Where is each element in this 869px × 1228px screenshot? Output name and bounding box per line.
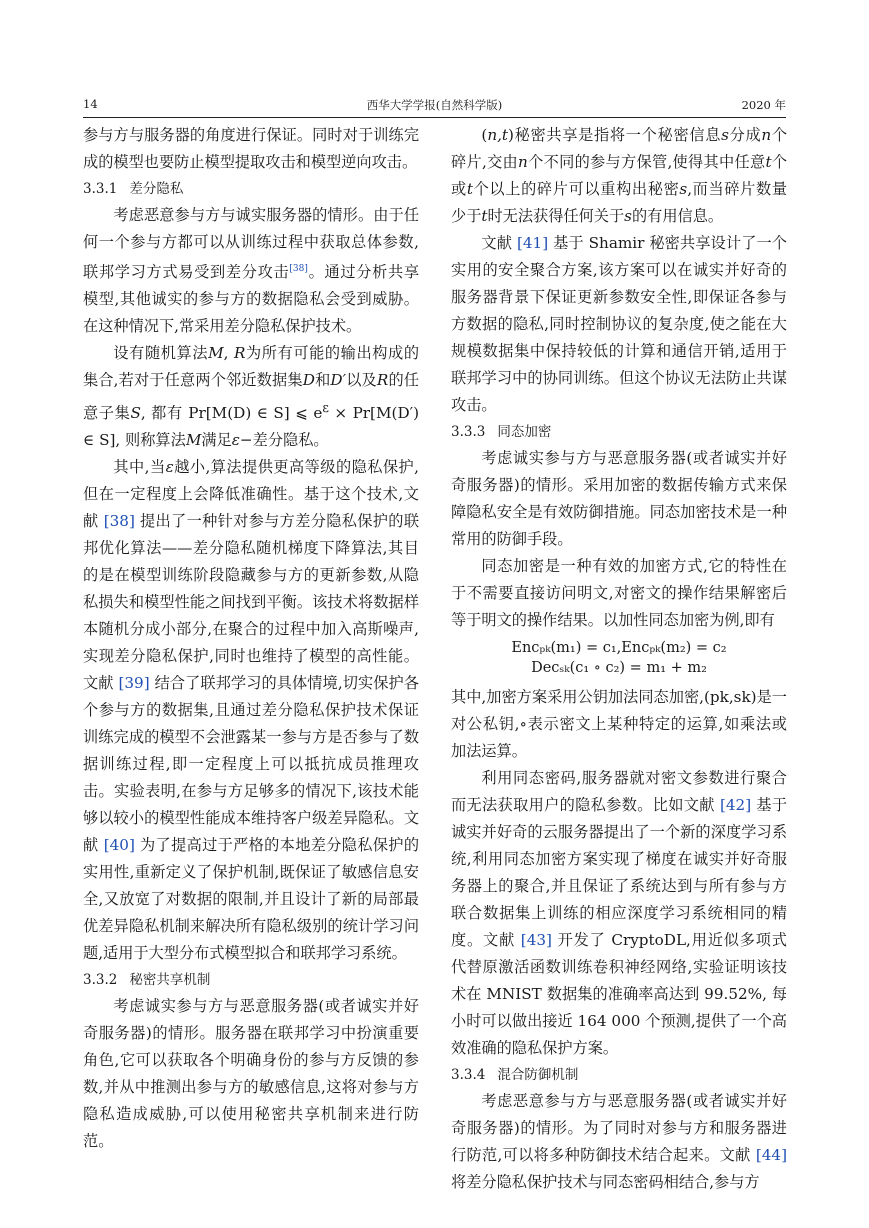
- section-number: 3.3.2: [83, 972, 118, 989]
- citation-link[interactable]: [40]: [103, 836, 135, 855]
- section-title: 混合防御机制: [497, 1067, 579, 1083]
- citation-link[interactable]: [39]: [118, 674, 150, 693]
- math-symbol: n: [761, 126, 772, 144]
- text-run: 将差分隐私保护技术与同态密码相结合,参与方: [451, 1173, 760, 1191]
- equation-block: [451, 638, 787, 678]
- citation-link[interactable]: [41]: [516, 234, 549, 252]
- paragraph: [451, 765, 787, 1062]
- math-symbol: ε: [165, 458, 174, 477]
- math-symbol: M: [185, 431, 202, 450]
- equation-decryption: Decₛₖ(c₁ ∘ c₂) = m₁ + m₂: [531, 660, 707, 676]
- paragraph: [451, 230, 787, 419]
- math-symbol: R: [376, 371, 389, 390]
- text-run: (: [481, 126, 488, 144]
- paragraph: 其中,加密方案采用公钥加法同态加密,(pk,sk)是一对公私钥,∘表示密文上某种特定的运算,如乘法或加法运算。: [451, 688, 787, 760]
- math-symbol: t: [765, 153, 772, 171]
- section-title: 秘密共享机制: [129, 972, 211, 989]
- section-heading-3-3-2: [83, 967, 419, 993]
- text-run: ,而当碎片数量少于: [451, 180, 788, 225]
- text-run: 以及: [346, 371, 377, 390]
- text-run: 为了提高过于严格的本地差分隐私保护的实用性,重新定义了保护机制,既保证了敏感信息安全,又放宽了对数据的限制,并且设计了新的局部最优差异隐私机制来解决所有隐私级别的统计学习问题,适用于大型分布式模型拟合和联邦学习系统。: [83, 836, 420, 963]
- math-symbol: S: [130, 404, 141, 423]
- text-run: ,: [223, 344, 234, 363]
- paragraph: 同态加密是一种有效的加密方式,它的特性在于不需要直接访问明文,对密文的操作结果解密后等于明文的操作结果。以加性同态加密为例,即有: [451, 557, 787, 629]
- citation-link[interactable]: [43]: [520, 931, 552, 949]
- section-number: 3.3.4: [451, 1067, 486, 1083]
- text-run: 提出了一种针对参与方差分隐私保护的联邦优化算法——差分隐私随机梯度下降算法,其目的是在模型训练阶段隐藏参与方的更新参数,从隐私损失和模型性能之间找到平衡。该技术将数据样本随机分成小部分,在聚合的过程中加入高斯噪声,实现差分隐私保护,同时也维持了模型的高性能。文献: [83, 512, 420, 693]
- text-run: 考虑恶意参与方与恶意服务器(或者诚实并好奇服务器)的情形。为了同时对参与方和服务器进行防范,可以将多种防御技术结合起来。文献: [451, 1092, 787, 1164]
- math-inline: , 都有 Pr[M(D) ∈ S] ⩽ e: [140, 404, 323, 423]
- text-run: 为所有可能的输出构成的集合,若对于任意两个邻近数据集: [83, 344, 420, 390]
- math-symbol: D: [302, 371, 315, 390]
- text-run: 个碎片,交由: [451, 126, 788, 171]
- citation-link[interactable]: [38]: [103, 512, 135, 531]
- text-run: 考虑恶意参与方与诚实服务器的情形。由于任何一个参与方都可以从训练过程中获取总体参数,联邦学习方式易受到差分攻击: [83, 206, 419, 282]
- section-number: 3.3.1: [83, 181, 118, 197]
- text-run: 。通过分析共享模型,其他诚实的参与方的数据隐私会受到威胁。在这种情况下,常采用差分隐私保护技术。: [83, 263, 420, 336]
- header-rule: [83, 117, 786, 118]
- math-symbol: ε: [231, 431, 240, 450]
- text-run: 个以上的碎片可以重构出秘密: [472, 180, 680, 198]
- right-column: [451, 122, 787, 1196]
- text-run: 结合了联邦学习的具体情境,切实保护各个参与方的数据集,且通过差分隐私保护技术保证训练完成的模型不会泄露某一参与方是否参与了数据训练过程,即一定程度上可以抵抗成员推理攻击。实验表明,在参与方足够多的情况下,该技术能够以较小的模型性能成本维持客户级差异隐私。文献: [83, 674, 420, 855]
- section-title: 同态加密: [497, 424, 552, 440]
- text-run: 越小,算法提供更高等级的隐私保护,但在一定程度上会降低准确性。基于这个技术,文献: [83, 458, 419, 531]
- equation-encryption: Encₚₖ(m₁) = c₁,Encₚₖ(m₂) = c₂: [511, 640, 727, 656]
- citation-link[interactable]: [44]: [755, 1146, 787, 1164]
- section-number: 3.3.3: [451, 424, 486, 440]
- text-run: 设有随机算法: [113, 344, 209, 363]
- section-title: 差分隐私: [129, 181, 184, 197]
- left-column: [83, 122, 419, 1155]
- math-symbol: n,t: [487, 126, 509, 144]
- paragraph: 考虑诚实参与方与恶意服务器(或者诚实并好奇服务器)的情形。服务器在联邦学习中扮演重要角色,它可以获取各个明确身份的参与方反馈的参数,并从中推测出参与方的敏感信息,这将对参与方隐私造成威胁,可以使用秘密共享机制来进行防范。: [83, 997, 419, 1151]
- citation-link[interactable]: [38]: [289, 264, 308, 274]
- text-run: 基于诚实并好奇的云服务器提出了一个新的深度学习系统,利用同态加密方案实现了梯度在诚实并好奇服务器上的聚合,并且保证了系统达到与所有参与方联合数据集上训练的相应深度学习系统相同的精度。文献: [451, 796, 788, 949]
- math-inline: × Pr[M(D′) ∈ S], 则称算法: [83, 404, 420, 450]
- math-symbol: n: [518, 153, 528, 171]
- paragraph: [451, 122, 787, 230]
- text-run: 的有用信息。: [631, 207, 724, 225]
- text-run: 个不同的参与方保管,使得其中任意: [527, 153, 766, 171]
- math-symbol: R: [233, 344, 246, 363]
- running-header: [83, 97, 786, 117]
- definition-paragraph: [83, 340, 419, 454]
- text-run: 其中,当: [113, 458, 166, 477]
- math-symbol: t: [481, 207, 488, 225]
- math-symbol: s: [721, 126, 729, 144]
- section-heading-3-3-4: [451, 1062, 787, 1088]
- text-run: 和: [314, 371, 331, 390]
- text-run: 的任意子集: [83, 371, 420, 423]
- math-symbol: M: [208, 344, 224, 363]
- text-run: 时无法获得任何关于: [487, 207, 625, 225]
- paragraph: [451, 1088, 787, 1196]
- text-run: 开发了 CryptoDL,用近似多项式代替原激活函数训练卷积神经网络,实验证明该技术在 MNIST 数据集的准确率高达到 99.52%, 每小时可以做出接近 164 000 个预测,提供了一个高效准确的隐私保护方案。: [451, 931, 787, 1057]
- text-run: 个或: [451, 153, 788, 198]
- paragraph-continued: 参与方与服务器的角度进行保证。同时对于训练完成的模型也要防止模型提取攻击和模型逆向攻击。: [83, 126, 419, 171]
- text-run: 满足: [201, 431, 232, 450]
- paragraph: 考虑诚实参与方与恶意服务器(或者诚实并好奇服务器)的情形。采用加密的数据传输方式来保障隐私安全是有效防御措施。同态加密技术是一种常用的防御手段。: [451, 449, 787, 548]
- math-symbol: s: [679, 180, 688, 198]
- text-run: 分成: [728, 126, 762, 144]
- math-symbol: s: [624, 207, 632, 225]
- text-run: 基于 Shamir 秘密共享设计了一个实用的安全聚合方案,该方案可以在诚实并好奇的服务器背景下保证更新参数安全性,即保证各参与方数据的隐私,同时控制协议的复杂度,使之能在大规模数据集中保持较低的计算和通信开销,适用于联邦学习中的协同训练。但这个协议无法防止共谋攻击。: [451, 234, 787, 414]
- section-heading-3-3-1: [83, 176, 419, 202]
- citation-link[interactable]: [42]: [719, 796, 752, 814]
- paragraph: [83, 202, 419, 340]
- math-symbol: D′: [330, 371, 347, 390]
- text-run: 文献: [481, 234, 517, 252]
- publication-year: 2020 年: [741, 98, 786, 112]
- text-run: 利用同态密码,服务器就对密文参数进行聚合而无法获取用户的隐私参数。比如文献: [451, 769, 787, 814]
- page-number: 14: [83, 97, 98, 111]
- text-run: −差分隐私。: [239, 431, 329, 450]
- paragraph: [83, 454, 419, 967]
- section-heading-3-3-3: [451, 419, 787, 445]
- text-run: )秘密共享是指将一个秘密信息: [508, 126, 722, 144]
- math-symbol: ε: [322, 400, 329, 416]
- math-symbol: t: [466, 180, 473, 198]
- journal-title: 西华大学学报(自然科学版): [366, 98, 503, 112]
